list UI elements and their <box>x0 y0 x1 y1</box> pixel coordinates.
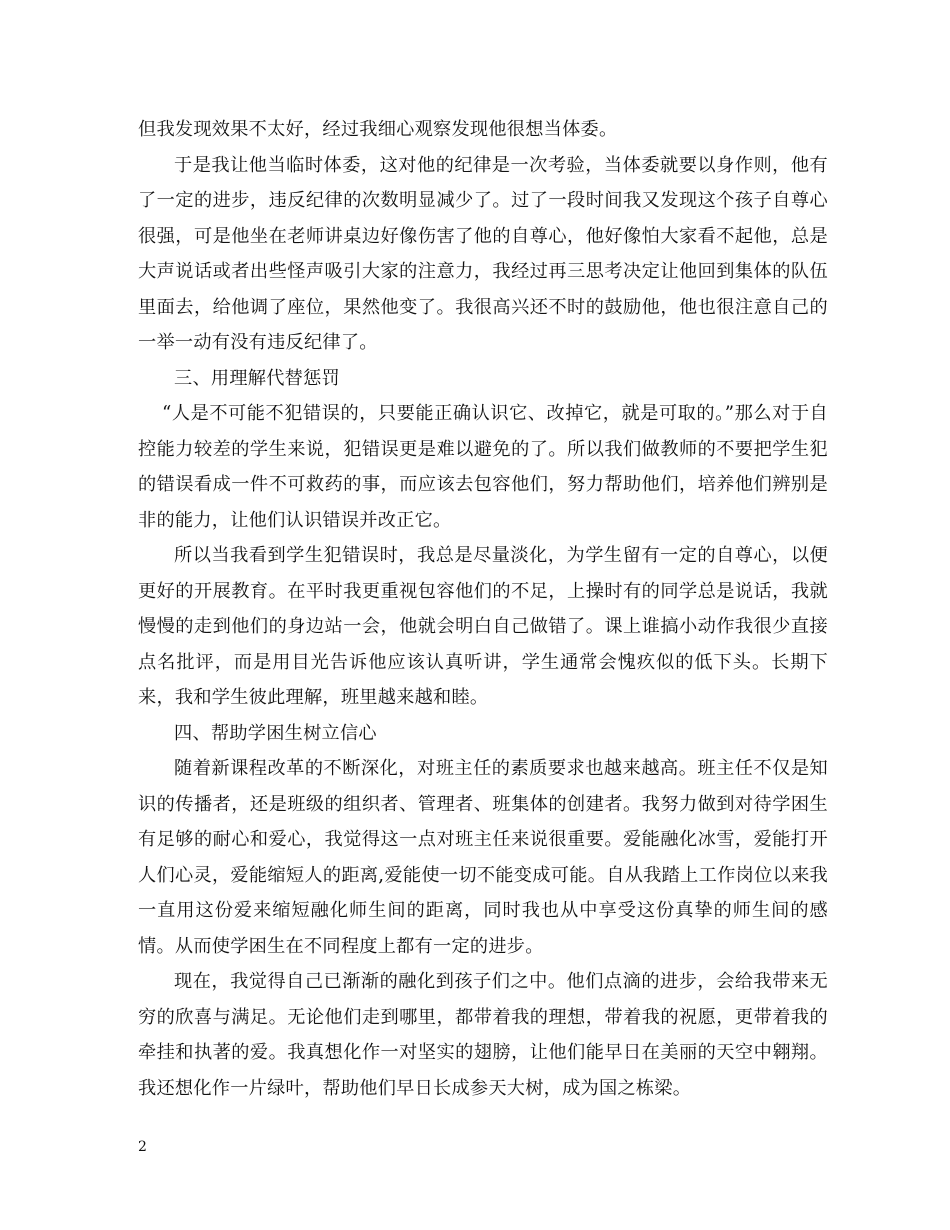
section-heading-4: 四、帮助学困生树立信心 <box>174 722 377 744</box>
page-number: 2 <box>138 1139 147 1155</box>
paragraph-8: 现在，我觉得自己已渐渐的融化到孩子们之中。他们点滴的进步，会给我带来无穷的欣喜与满足。无论他们走到哪里，都带着我的理想，带着我的祝愿，更带着我的牵挂和执著的爱。我真想化作一对坚实的翅膀，让他们能早日在美丽的天空中翱翔。我还想化作一片绿叶，帮助他们早日长成参天大树，成为国之栋梁。 <box>138 971 828 1099</box>
paragraph-2: 于是我让他当临时体委，这对他的纪律是一次考验，当体委就要以身作则，他有了一定的进步，违反纪律的次数明显减少了。过了一段时间我又发现这个孩子自尊心很强，可是他坐在老师讲桌边好像伤害了他的自尊心，他好像怕大家看不起他，总是大声说话或者出些怪声吸引大家的注意力，我经过再三思考决定让他回到集体的队伍里面去，给他调了座位，果然他变了。我很高兴还不时的鼓励他，他也很注意自己的一举一动有没有违反纪律了。 <box>138 154 828 353</box>
section-heading-3: 三、用理解代替惩罚 <box>174 367 340 389</box>
paragraph-1: 但我发现效果不太好，经过我细心观察发现他很想当体委。 <box>138 119 618 140</box>
document-body <box>138 112 828 1106</box>
paragraph-5: 所以当我看到学生犯错误时，我总是尽量淡化，为学生留有一定的自尊心，以便更好的开展教育。在平时我更重视包容他们的不足，上操时有的同学总是说话，我就慢慢的走到他们的身边站一会，他就会明白自己做错了。课上谁搞小动作我很少直接点名批评，而是用目光告诉他应该认真听讲，学生通常会愧疚似的低下头。长期下来，我和学生彼此理解，班里越来越和睦。 <box>138 545 828 708</box>
paragraph-4: “人是不可能不犯错误的，只要能正确认识它、改掉它，就是可取的。”那么对于自控能力较差的学生来说，犯错误更是难以避免的了。所以我们做教师的不要把学生犯的错误看成一件不可救药的事，而应该去包容他们，努力帮助他们，培养他们辨别是非的能力，让他们认识错误并改正它。 <box>138 403 828 531</box>
paragraph-7: 随着新课程改革的不断深化，对班主任的素质要求也越来越高。班主任不仅是知识的传播者，还是班级的组织者、管理者、班集体的创建者。我努力做到对待学困生有足够的耐心和爱心，我觉得这一点对班主任来说很重要。爱能融化冰雪，爱能打开人们心灵，爱能缩短人的距离,爱能使一切不能变成可能。自从我踏上工作岗位以来我一直用这份爱来缩短融化师生间的距离，同时我也从中享受这份真挚的师生间的感情。从而使学困生在不同程度上都有一定的进步。 <box>138 758 828 957</box>
